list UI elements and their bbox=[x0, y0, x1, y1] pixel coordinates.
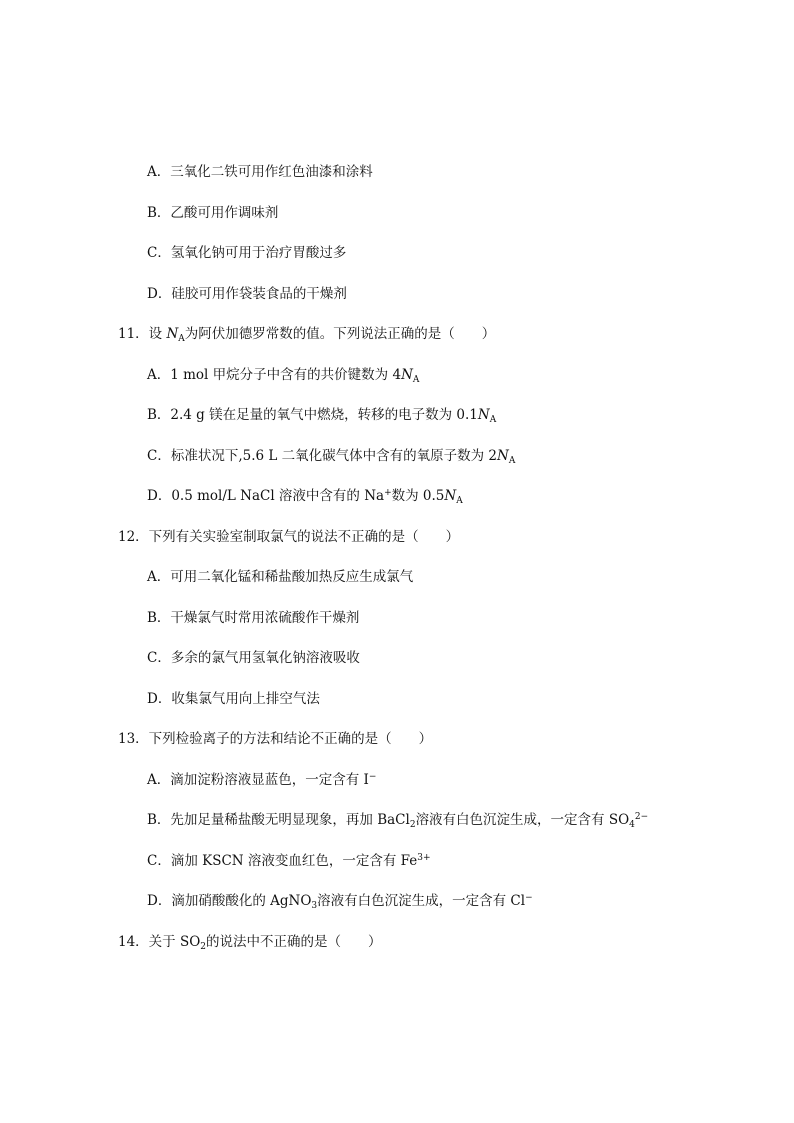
q12-option-d bbox=[147, 690, 320, 708]
stem-text: 的说法中不正确的是（ ） bbox=[206, 934, 382, 950]
na-symbol: N bbox=[166, 326, 179, 342]
q11-stem bbox=[118, 325, 495, 343]
stem-text: 11．设 bbox=[118, 326, 167, 342]
option-text: D．硅胶可用作袋装食品的干燥剂 bbox=[147, 286, 347, 302]
na-symbol: N bbox=[401, 367, 413, 383]
stem-text: 14．关于 SO bbox=[118, 934, 201, 950]
q12-option-b bbox=[147, 609, 359, 627]
na-subscript: A bbox=[456, 496, 463, 506]
stem-text: 12．下列有关实验室制取氯气的说法不正确的是（ ） bbox=[118, 529, 460, 545]
q13-option-a bbox=[147, 771, 376, 789]
na-symbol: N bbox=[477, 407, 490, 423]
q11-option-b bbox=[147, 406, 496, 424]
q10-option-b bbox=[147, 204, 278, 222]
option-text: A．可用二氧化锰和稀盐酸加热反应生成氯气 bbox=[147, 569, 414, 585]
q11-option-c bbox=[147, 447, 515, 465]
na-subscript: A bbox=[412, 375, 420, 385]
option-text: 数为 0.5 bbox=[391, 488, 445, 504]
option-text: B．先加足量稀盐酸无明显现象，再加 BaCl bbox=[147, 812, 410, 828]
q12-option-a bbox=[147, 568, 413, 586]
charge-superscript: 3+ bbox=[417, 853, 431, 863]
formula-subscript: 2 bbox=[200, 942, 207, 952]
na-subscript: A bbox=[508, 456, 516, 466]
option-text: C．滴加 KSCN 溶液变血红色，一定含有 Fe bbox=[147, 853, 418, 869]
q10-option-d bbox=[147, 285, 347, 303]
stem-text: 为阿伏加德罗常数的值。下列说法正确的是（ ） bbox=[184, 326, 496, 342]
stem-text: 13．下列检验离子的方法和结论不正确的是（ ） bbox=[118, 731, 433, 747]
q13-stem bbox=[118, 730, 432, 748]
charge-superscript: + bbox=[384, 488, 392, 498]
option-text: A．滴加淀粉溶液显蓝色，一定含有 I bbox=[147, 772, 369, 788]
charge-superscript: 2− bbox=[634, 812, 649, 822]
option-text: 溶液有白色沉淀生成，一定含有 Cl bbox=[317, 893, 526, 909]
charge-superscript: − bbox=[368, 772, 377, 782]
option-text: C．标准状况下,5.6 L 二氧化碳气体中含有的氧原子数为 2 bbox=[147, 448, 498, 464]
option-text: B．2.4 g 镁在足量的氧气中燃烧，转移的电子数为 0.1 bbox=[147, 407, 478, 423]
q10-option-a bbox=[147, 163, 373, 181]
option-text: C．多余的氯气用氢氧化钠溶液吸收 bbox=[147, 650, 360, 666]
q11-option-d bbox=[147, 487, 463, 505]
na-subscript: A bbox=[489, 415, 497, 425]
na-symbol: N bbox=[497, 448, 509, 464]
q13-option-d bbox=[147, 892, 533, 910]
option-text: B．干燥氯气时常用浓硫酸作干燥剂 bbox=[147, 610, 360, 626]
q13-option-c bbox=[147, 852, 431, 870]
option-text: B．乙酸可用作调味剂 bbox=[147, 205, 279, 221]
q12-option-c bbox=[147, 649, 360, 667]
q12-stem bbox=[118, 528, 459, 546]
q10-option-c bbox=[147, 244, 346, 262]
q13-option-b bbox=[147, 811, 648, 829]
formula-subscript: 3 bbox=[311, 901, 318, 911]
option-text: D．收集氯气用向上排空气法 bbox=[147, 691, 320, 707]
option-text: A．三氧化二铁可用作红色油漆和涂料 bbox=[147, 164, 373, 180]
na-subscript: A bbox=[178, 334, 185, 344]
formula-subscript: 2 bbox=[409, 820, 416, 830]
option-text: D．0.5 mol/L NaCl 溶液中含有的 Na bbox=[147, 488, 385, 504]
q11-option-a bbox=[147, 366, 419, 384]
charge-superscript: − bbox=[525, 893, 533, 903]
q14-stem bbox=[118, 933, 382, 951]
formula-subscript: 4 bbox=[629, 820, 635, 830]
option-text: C．氢氧化钠可用于治疗胃酸过多 bbox=[147, 245, 347, 261]
option-text: D．滴加硝酸酸化的 AgNO bbox=[147, 893, 312, 909]
option-text: 溶液有白色沉淀生成，一定含有 SO bbox=[415, 812, 630, 828]
na-symbol: N bbox=[444, 488, 457, 504]
option-text: A．1 mol 甲烷分子中含有的共价键数为 4 bbox=[147, 367, 402, 383]
